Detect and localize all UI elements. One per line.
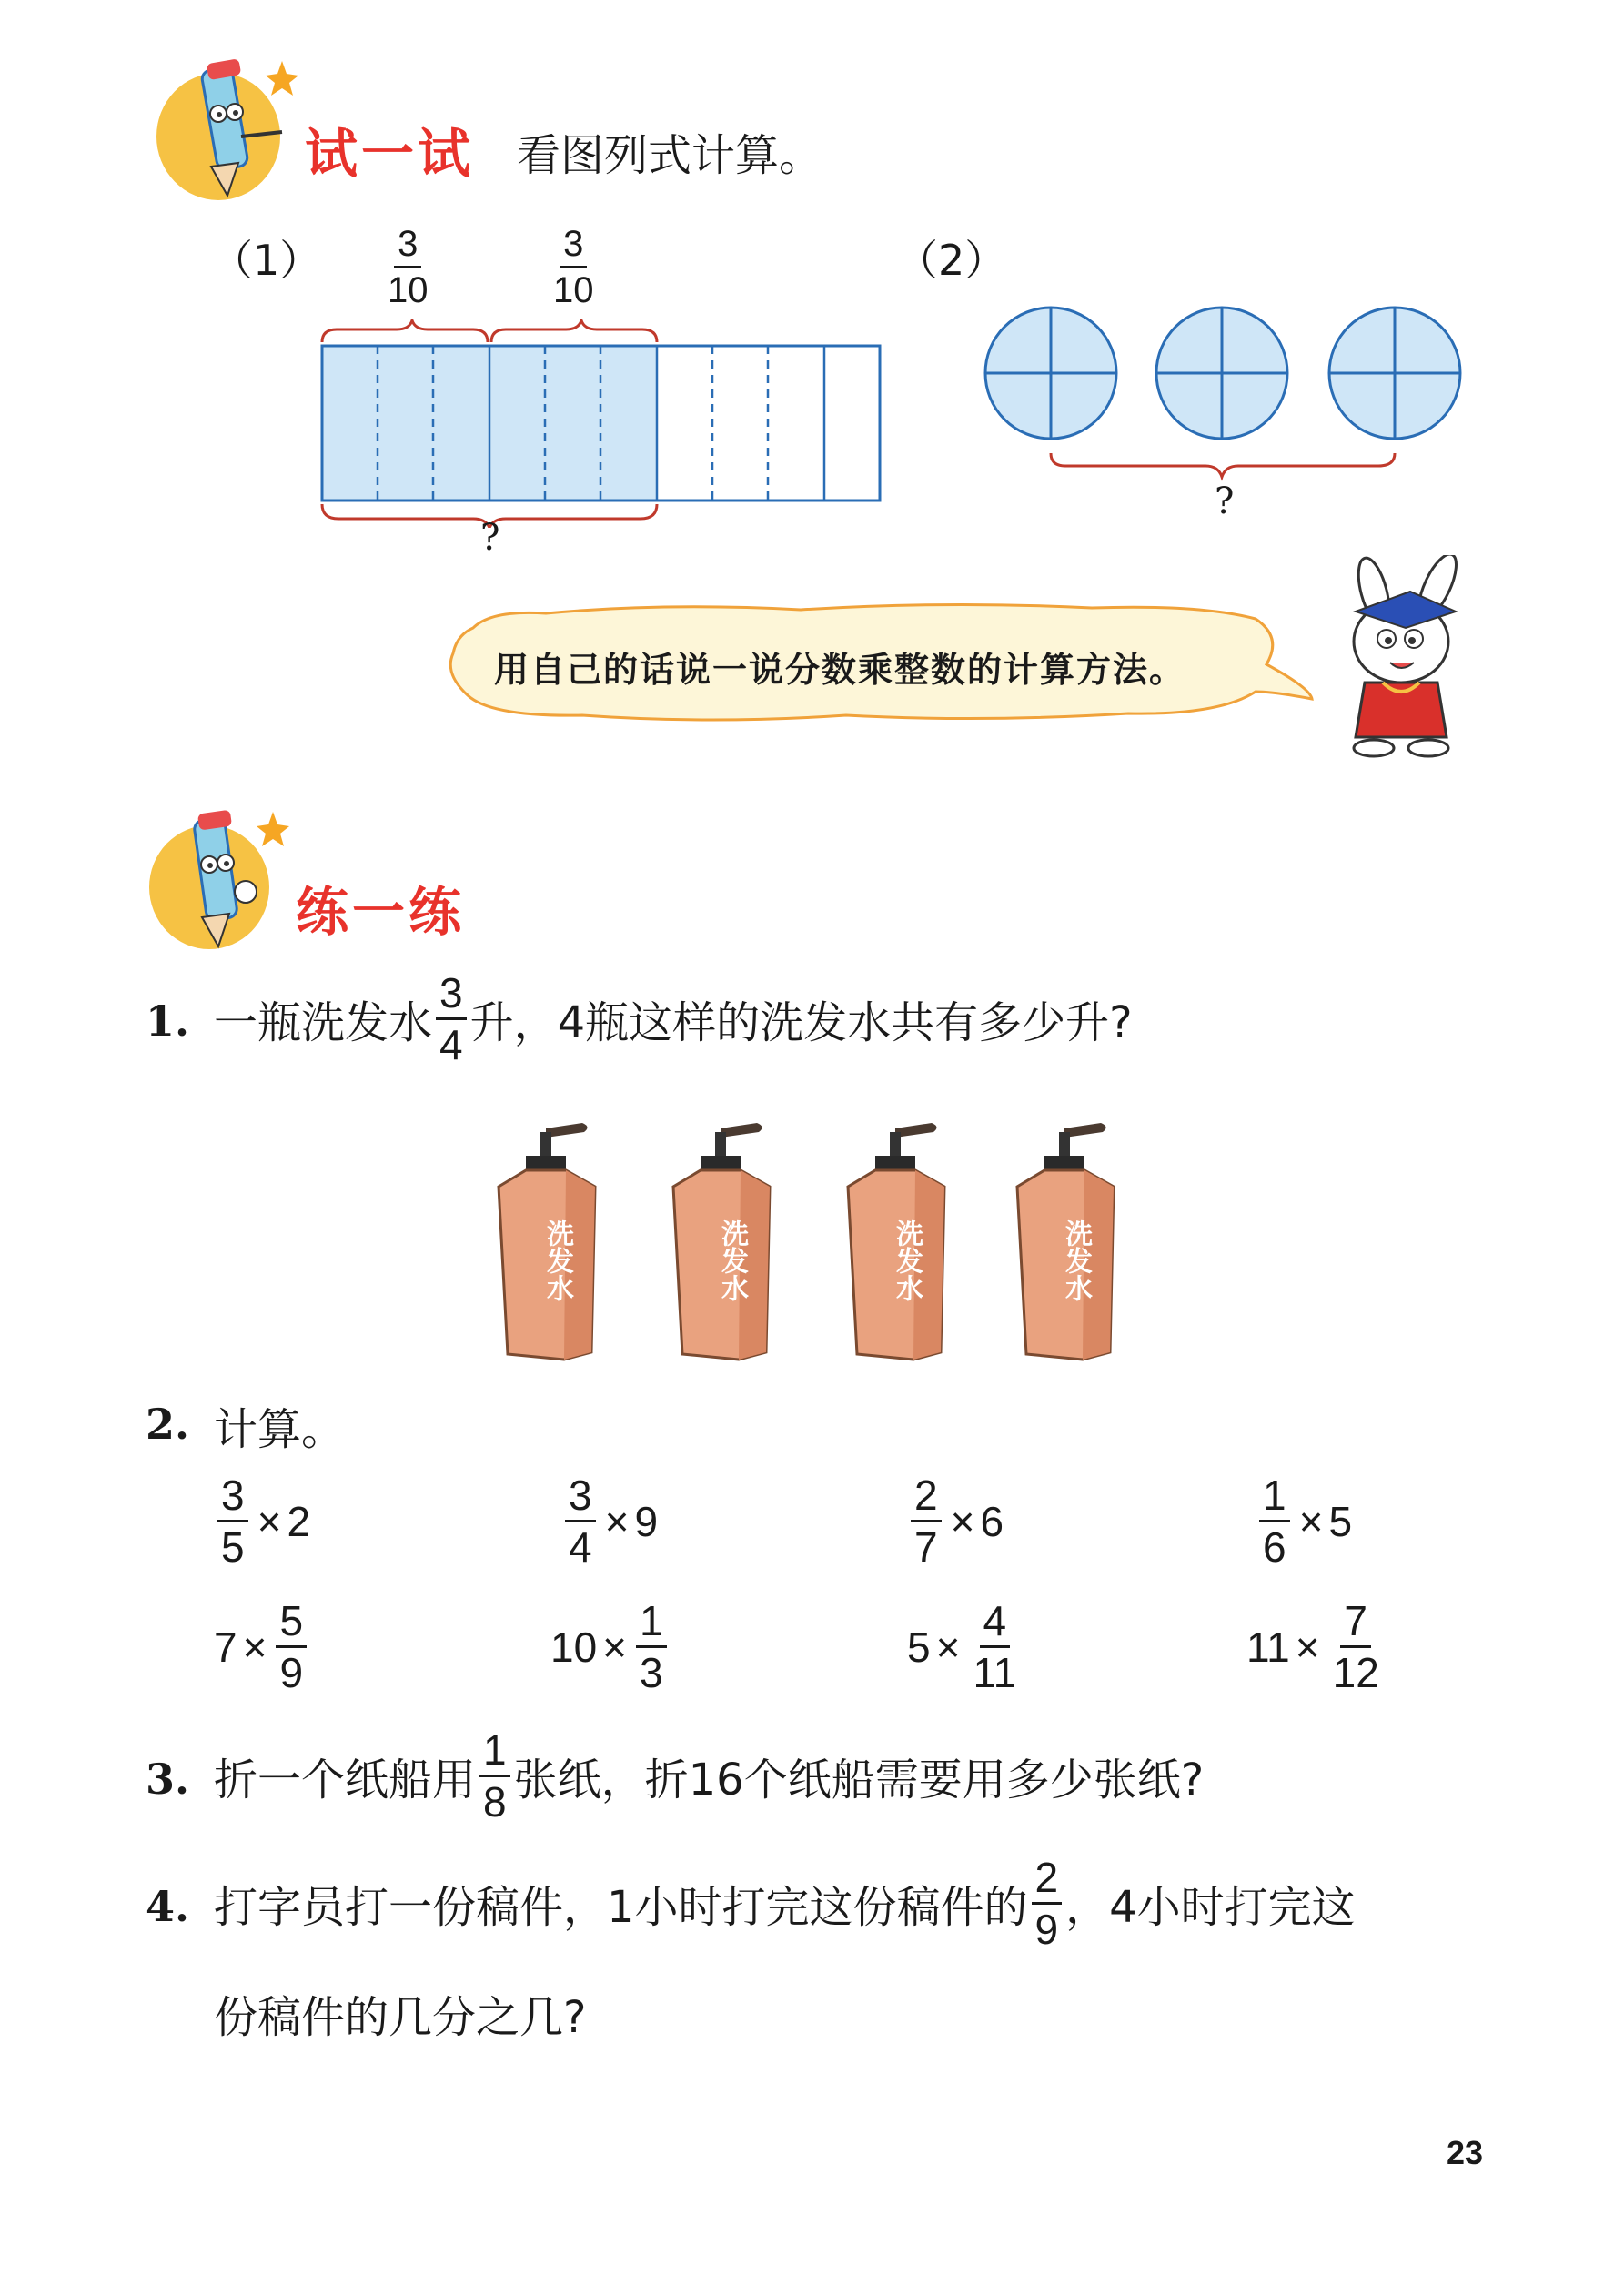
part1-fraction-a bbox=[380, 226, 436, 308]
times-sign: × bbox=[1298, 1497, 1324, 1545]
part2-question: ? bbox=[1215, 480, 1235, 522]
part2-label: （2） bbox=[896, 236, 1007, 285]
q2-text: 计算。 bbox=[214, 1404, 346, 1455]
q1-text bbox=[214, 969, 1133, 1068]
rabbit-mascot bbox=[1319, 555, 1483, 764]
integer: 5 bbox=[907, 1623, 931, 1671]
calc-expression bbox=[214, 1472, 311, 1571]
bottle-label: 洗发水 bbox=[891, 1219, 923, 1301]
times-sign: × bbox=[242, 1623, 267, 1671]
brace-circles bbox=[1051, 453, 1395, 477]
integer: 11 bbox=[1246, 1623, 1290, 1671]
try-instruction: 看图列式计算。 bbox=[517, 130, 823, 181]
q1-text-after: 升，4瓶这样的洗发水共有多少升? bbox=[469, 997, 1133, 1048]
bubble-text: 用自己的话说一说分数乘整数的计算方法。 bbox=[494, 650, 1186, 690]
calc-expression bbox=[1256, 1472, 1353, 1571]
q3-number: 3. bbox=[146, 1755, 190, 1804]
times-sign: × bbox=[257, 1497, 282, 1545]
calc-expression bbox=[907, 1597, 1024, 1696]
fraction-denominator: 5 bbox=[221, 1523, 245, 1571]
fraction-numerator: 3 bbox=[565, 1474, 596, 1522]
q3-text bbox=[214, 1726, 1205, 1826]
fraction-numerator: 3 bbox=[436, 972, 467, 1020]
part1-label: （1） bbox=[211, 236, 322, 285]
q3-text-before: 折一个纸船用 bbox=[214, 1755, 477, 1805]
q1-text-before: 一瓶洗发水 bbox=[214, 997, 433, 1048]
fraction-numerator: 7 bbox=[1340, 1600, 1371, 1648]
bottle-row bbox=[482, 1119, 1137, 1365]
q4-text bbox=[214, 1854, 1356, 1953]
times-sign: × bbox=[1295, 1623, 1320, 1671]
shampoo-bottle bbox=[657, 1119, 793, 1365]
fraction-numerator: 1 bbox=[636, 1600, 667, 1648]
bottle-label: 洗发水 bbox=[1060, 1219, 1092, 1301]
practice-section-title: 练一练 bbox=[296, 881, 466, 943]
q4-text-before: 打字员打一份稿件，1小时打完这份稿件的 bbox=[214, 1882, 1028, 1933]
times-sign: × bbox=[604, 1497, 630, 1545]
try-section-title: 试一试 bbox=[305, 123, 475, 185]
bottle-label: 洗发水 bbox=[716, 1219, 748, 1301]
fraction-numerator: 3 bbox=[560, 226, 587, 268]
times-sign: × bbox=[950, 1497, 975, 1545]
part2-circles-diagram bbox=[978, 300, 1488, 482]
fraction-denominator: 4 bbox=[439, 1021, 463, 1068]
calc-expression bbox=[214, 1597, 310, 1696]
integer: 6 bbox=[980, 1497, 1004, 1545]
calc-expression bbox=[561, 1472, 659, 1571]
fraction-denominator: 12 bbox=[1332, 1649, 1379, 1696]
shampoo-bottle bbox=[1001, 1119, 1137, 1365]
q3-text-after: 张纸，折16个纸船需要用多少张纸? bbox=[513, 1755, 1205, 1805]
q1-number: 1. bbox=[146, 996, 190, 1046]
fraction-denominator: 10 bbox=[388, 270, 429, 310]
part1-question: ? bbox=[480, 517, 500, 559]
fraction-numerator: 1 bbox=[479, 1729, 510, 1777]
page-number: 23 bbox=[1447, 2134, 1484, 2171]
fraction-numerator: 2 bbox=[1032, 1856, 1063, 1905]
fraction-denominator: 11 bbox=[973, 1649, 1017, 1696]
fraction-denominator: 10 bbox=[553, 270, 594, 310]
bottle-label: 洗发水 bbox=[541, 1219, 573, 1301]
times-sign: × bbox=[935, 1623, 961, 1671]
fraction-denominator: 7 bbox=[914, 1523, 938, 1571]
part1-fraction-b bbox=[546, 226, 601, 308]
fraction-denominator: 8 bbox=[483, 1778, 507, 1826]
fraction-numerator: 3 bbox=[394, 226, 421, 268]
q4-text-after: ，4小时打完这 bbox=[1065, 1882, 1356, 1933]
fraction-numerator: 3 bbox=[217, 1474, 248, 1522]
calc-expression bbox=[550, 1597, 671, 1696]
calc-expression bbox=[907, 1472, 1004, 1571]
shampoo-bottle bbox=[482, 1119, 619, 1365]
fraction-numerator: 4 bbox=[980, 1600, 1011, 1648]
part1-bar-diagram bbox=[309, 319, 892, 528]
mascot-pencil-practice bbox=[146, 801, 291, 956]
fraction-numerator: 5 bbox=[276, 1600, 307, 1648]
shampoo-bottle bbox=[832, 1119, 968, 1365]
fraction-denominator: 6 bbox=[1263, 1523, 1286, 1571]
fraction-numerator: 1 bbox=[1259, 1474, 1290, 1522]
fraction-numerator: 2 bbox=[911, 1474, 942, 1522]
fraction-denominator: 9 bbox=[279, 1649, 304, 1696]
fraction-denominator: 9 bbox=[1034, 1906, 1059, 1953]
times-sign: × bbox=[602, 1623, 628, 1671]
fraction-denominator: 3 bbox=[640, 1649, 663, 1696]
brace-top-2 bbox=[491, 320, 657, 342]
integer: 2 bbox=[287, 1497, 311, 1545]
integer: 10 bbox=[550, 1623, 598, 1671]
fraction-denominator: 4 bbox=[569, 1523, 592, 1571]
brace-top-1 bbox=[322, 320, 488, 342]
q4-line2: 份稿件的几分之几? bbox=[214, 1992, 587, 2043]
integer: 9 bbox=[634, 1497, 659, 1545]
integer: 5 bbox=[1328, 1497, 1353, 1545]
integer: 7 bbox=[214, 1623, 237, 1671]
q4-number: 4. bbox=[146, 1882, 190, 1931]
q2-number: 2. bbox=[146, 1400, 190, 1449]
calc-expression bbox=[1246, 1597, 1387, 1696]
mascot-pencil-try bbox=[155, 50, 300, 205]
